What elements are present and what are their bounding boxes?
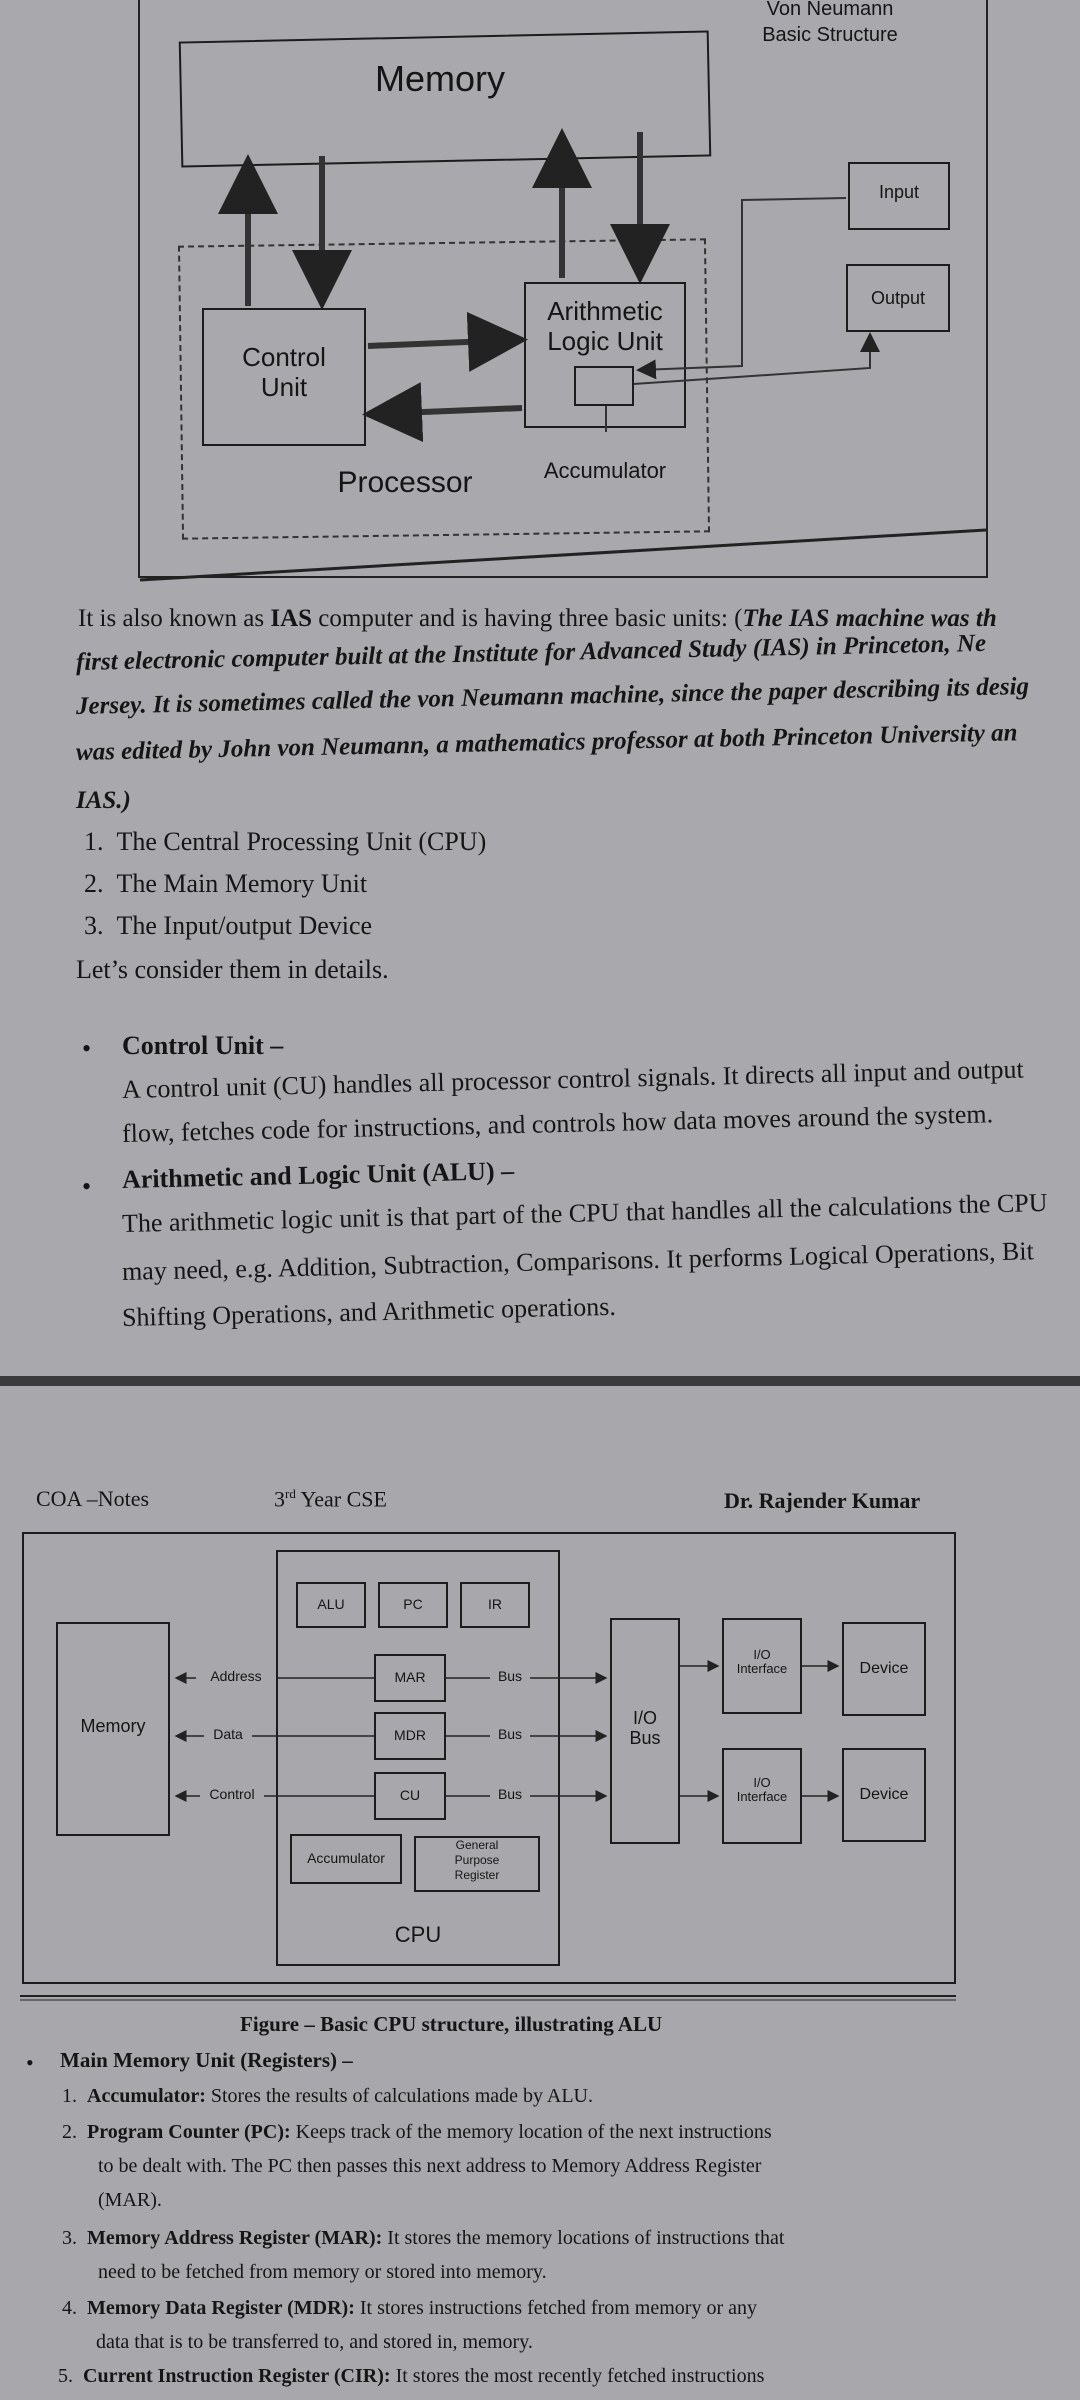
- register-line: 3. Memory Address Register (MAR): It stores the memory locations of instructions that: [62, 2227, 785, 2249]
- unit-item: 3. The Input/output Device: [84, 911, 373, 940]
- intro-line-2: first electronic computer built at the Institute for Advanced Study (IAS) in Princeton, Ne: [75, 629, 987, 676]
- cu-line-1: A control unit (CU) handles all processor control signals. It directs all input and output: [121, 1054, 1024, 1104]
- output-label: Output: [870, 288, 926, 308]
- alu-line2: Logic Unit: [547, 326, 663, 356]
- register-line: 1. Accumulator: Stores the results of calculations made by ALU.: [62, 2085, 593, 2107]
- alu-line1: Arithmetic: [547, 296, 663, 326]
- control-unit-line1: Control: [242, 342, 326, 372]
- ir-label: IR: [488, 1596, 502, 1612]
- address-bus-label: Address: [196, 1668, 276, 1684]
- cu-label: CU: [399, 1787, 421, 1803]
- alu-line-1: The arithmetic logic unit is that part of the CPU that handles all the calculations the CPU: [121, 1188, 1048, 1238]
- processor-label: Processor: [337, 466, 473, 499]
- mdr-label: MDR: [394, 1727, 426, 1743]
- cu-line-2: flow, fetches code for instructions, and controls how data moves around the system.: [121, 1099, 994, 1148]
- diagram-title-line2: Basic Structure: [762, 24, 898, 46]
- register-line: need to be fetched from memory or stored into memory.: [98, 2261, 547, 2283]
- alu-title: Arithmetic and Logic Unit (ALU) –: [121, 1156, 515, 1194]
- diagram-title-line1: Von Neumann: [766, 0, 894, 20]
- alu-line-2: may need, e.g. Addition, Subtraction, Comparisons. It performs Logical Operations, Bit: [121, 1236, 1035, 1286]
- register-line: 4. Memory Data Register (MDR): It stores instructions fetched from memory or any: [62, 2297, 757, 2319]
- cpu-label: CPU: [394, 1922, 442, 1947]
- bus-lines: [0, 1386, 1080, 2006]
- register-line: (MAR).: [98, 2189, 162, 2211]
- arrow-input-to-alu: [640, 198, 846, 370]
- memory-label: Memory: [80, 1716, 146, 1736]
- device-label-1: Device: [859, 1660, 909, 1677]
- diagram-bottom-rule: [140, 530, 986, 580]
- bus-label-2: Bus: [490, 1726, 530, 1742]
- bus-label-1: Bus: [490, 1668, 530, 1684]
- input-label: Input: [878, 182, 920, 202]
- register-line: 2. Program Counter (PC): Keeps track of the memory location of the next instructions: [62, 2121, 772, 2143]
- arrow-alu-to-output: [634, 336, 870, 384]
- bullet-alu: •: [82, 1172, 92, 1201]
- unit-item: 1. The Central Processing Unit (CPU): [84, 827, 487, 856]
- io-interface-label-1: I/O Interface: [736, 1647, 788, 1676]
- bullet-registers: •: [26, 2050, 34, 2075]
- mar-label: MAR: [394, 1669, 426, 1685]
- registers-title: Main Memory Unit (Registers) –: [60, 2048, 353, 2072]
- control-unit-line2: Unit: [260, 372, 308, 402]
- accumulator-label: Accumulator: [307, 1850, 385, 1866]
- io-bus-label: I/O Bus: [629, 1708, 661, 1748]
- accumulator-label: Accumulator: [543, 458, 667, 483]
- arrow-cu-to-alu: [368, 340, 516, 346]
- bullet-cu: •: [82, 1034, 92, 1063]
- header-middle: 3rd Year CSE: [274, 1486, 387, 1512]
- memory-label: Memory: [374, 58, 505, 99]
- register-line: data that is to be transferred to, and stored in, memory.: [96, 2331, 533, 2353]
- document-page-2: [0, 1386, 1080, 2400]
- device-label-2: Device: [859, 1786, 909, 1803]
- pc-label: PC: [403, 1596, 423, 1612]
- intro-line-1: It is also known as IAS computer and is having three basic units: (The IAS machine was th: [78, 605, 997, 632]
- register-line: 5. Current Instruction Register (CIR): It stores the most recently fetched instructions: [58, 2365, 765, 2387]
- io-interface-label-2: I/O Interface: [736, 1775, 788, 1804]
- figure-caption: Figure – Basic CPU structure, illustrating ALU: [240, 2012, 663, 2036]
- alu-line-3: Shifting Operations, and Arithmetic operations.: [121, 1291, 617, 1332]
- header-left: COA –Notes: [36, 1486, 150, 1511]
- unit-item: 2. The Main Memory Unit: [84, 869, 368, 898]
- page-separator: [0, 1376, 1080, 1386]
- intro-line-4: was edited by John von Neumann, a mathematics professor at both Princeton University an: [75, 719, 1018, 766]
- consider-text: Let’s consider them in details.: [76, 955, 389, 984]
- register-line: to be dealt with. The PC then passes this next address to Memory Address Register: [98, 2155, 762, 2177]
- data-bus-label: Data: [204, 1726, 252, 1742]
- alu-register-label: ALU: [317, 1596, 345, 1612]
- diagram-arrows: [0, 0, 1080, 600]
- bus-label-3: Bus: [490, 1786, 530, 1802]
- intro-line-3: Jersey. It is sometimes called the von Neumann machine, since the paper describing its desig: [75, 673, 1030, 720]
- arrow-alu-to-cu: [374, 408, 522, 414]
- header-right: Dr. Rajender Kumar: [724, 1488, 921, 1513]
- control-bus-label: Control: [200, 1786, 264, 1802]
- cu-title: Control Unit –: [122, 1031, 284, 1060]
- intro-line-5: IAS.): [76, 787, 131, 814]
- gpr-label: General Purpose Register: [454, 1838, 500, 1882]
